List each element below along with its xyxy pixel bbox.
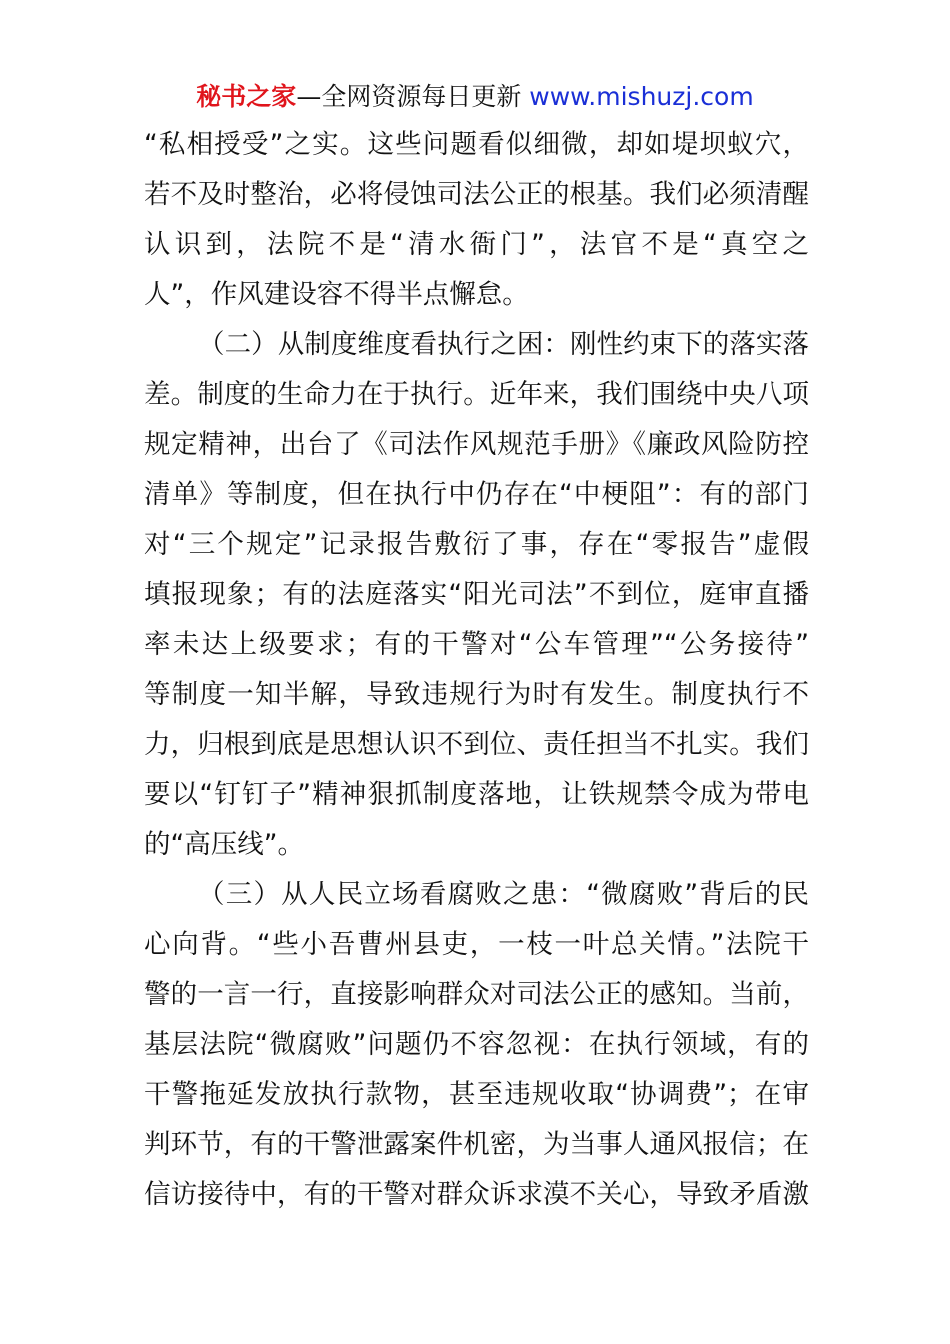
text-line: 等制度一知半解，导致违规行为时有发生。制度执行不 <box>144 679 809 710</box>
text-line: 信访接待中，有的干警对群众诉求漠不关心，导致矛盾激 <box>144 1179 809 1210</box>
text-line: 警的一言一行，直接影响群众对司法公正的感知。当前， <box>144 979 809 1010</box>
website-link[interactable]: www.mishuzj.com <box>529 82 754 111</box>
text-line: 人”，作风建设容不得半点懈怠。 <box>144 279 529 310</box>
text-line: 的“高压线”。 <box>144 829 304 860</box>
text-line: 对“三个规定”记录报告敷衍了事，存在“零报告”虚假 <box>144 529 809 560</box>
text-line: 干警拖延发放执行款物，甚至违规收取“协调费”；在审 <box>144 1079 809 1110</box>
text-line: 规定精神，出台了《司法作风规范手册》《廉政风险防控 <box>144 429 809 460</box>
text-line: 要以“钉钉子”精神狠抓制度落地，让铁规禁令成为带电 <box>144 779 809 810</box>
text-line: 认识到，法院不是“清水衙门”，法官不是“真空之 <box>144 229 809 260</box>
text-line: 填报现象；有的法庭落实“阳光司法”不到位，庭审直播 <box>144 579 809 610</box>
section-heading-line: （二）从制度维度看执行之困：刚性约束下的落实落 <box>198 329 809 360</box>
text-line: 差。制度的生命力在于执行。近年来，我们围绕中央八项 <box>144 379 809 410</box>
brand-name: 秘书之家 <box>196 82 297 111</box>
text-line: 心向背。“些小吾曹州县吏，一枝一叶总关情。”法院干 <box>144 929 809 960</box>
text-line: 清单》等制度，但在执行中仍存在“中梗阻”：有的部门 <box>144 479 809 510</box>
text-line: “私相授受”之实。这些问题看似细微，却如堤坝蚁穴， <box>144 129 809 160</box>
text-line: 若不及时整治，必将侵蚀司法公正的根基。我们必须清醒 <box>144 179 809 210</box>
header-tagline: —全网资源每日更新 <box>296 82 530 111</box>
text-line: 基层法院“微腐败”问题仍不容忽视：在执行领域，有的 <box>144 1029 809 1060</box>
text-line: 力，归根到底是思想认识不到位、责任担当不扎实。我们 <box>144 729 809 760</box>
section-heading-line: （三）从人民立场看腐败之患：“微腐败”背后的民 <box>198 879 809 910</box>
page-header <box>0 80 950 114</box>
text-line: 判环节，有的干警泄露案件机密，为当事人通风报信；在 <box>144 1129 809 1160</box>
document-body <box>144 120 809 1220</box>
text-line: 率未达上级要求；有的干警对“公车管理”“公务接待” <box>144 629 809 660</box>
